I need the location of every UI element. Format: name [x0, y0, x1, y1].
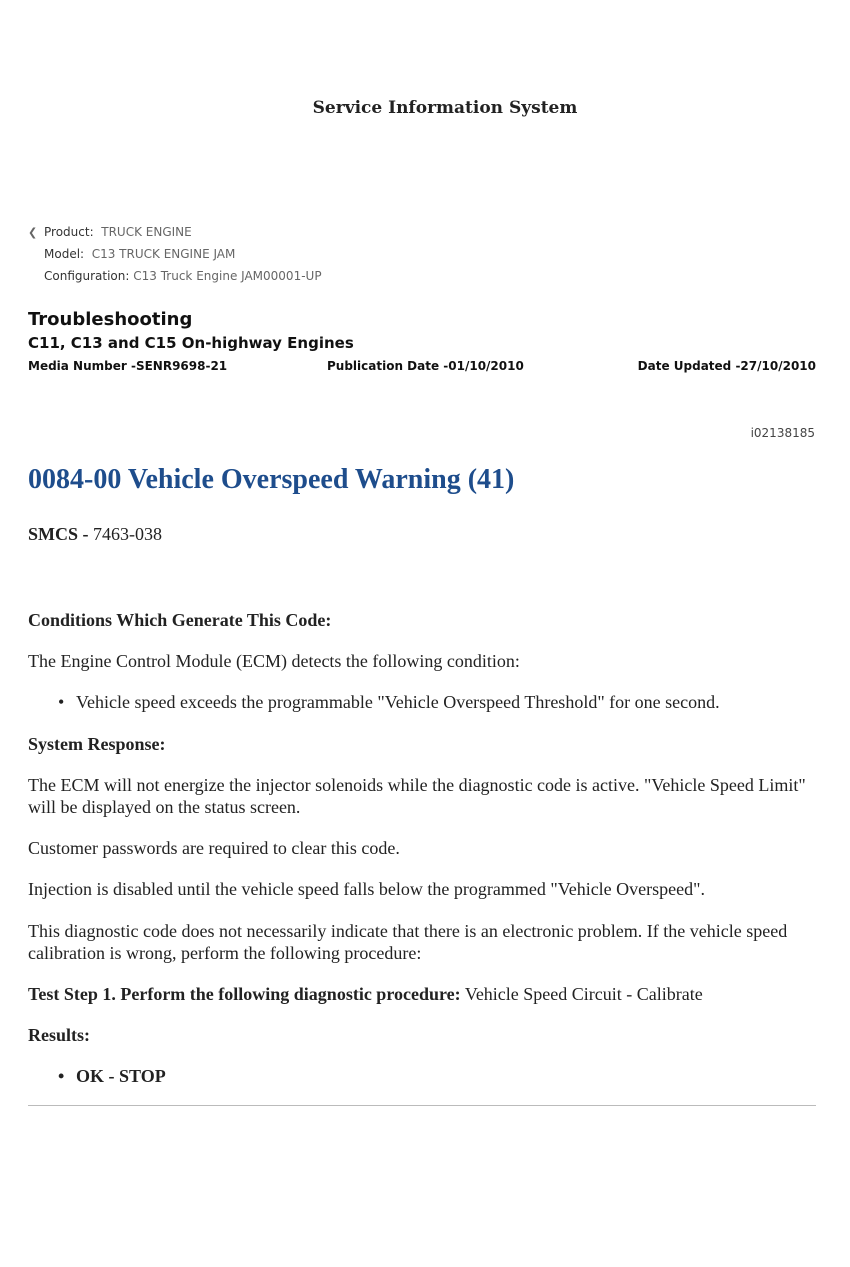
document-type: Troubleshooting — [28, 309, 193, 330]
results-heading: Results: — [28, 1025, 90, 1045]
conditions-intro: The Engine Control Module (ECM) detects the following condition: — [28, 651, 520, 671]
test-step-procedure-link[interactable]: Vehicle Speed Circuit - Calibrate — [460, 984, 703, 1004]
model-value: C13 TRUCK ENGINE JAM — [91, 247, 236, 261]
document-id: i02138185 — [750, 426, 815, 440]
model-label: Model: — [44, 247, 85, 261]
smcs-line — [28, 523, 818, 545]
conditions-heading: Conditions Which Generate This Code: — [28, 610, 332, 630]
publication-date: Publication Date -01/10/2010 — [327, 359, 524, 373]
response-paragraph-1: The ECM will not energize the injector solenoids while the diagnostic code is active. "Vehicle Speed Limit" will be displayed on the status screen. — [28, 775, 806, 817]
configuration-row — [28, 268, 322, 290]
product-value: TRUCK ENGINE — [101, 225, 192, 239]
product-row — [28, 224, 322, 246]
page-title: 0084-00 Vehicle Overspeed Warning (41) — [28, 464, 515, 495]
product-meta — [28, 224, 322, 290]
smcs-label: SMCS - — [28, 524, 94, 544]
smcs-value: 7463-038 — [93, 524, 163, 544]
response-paragraph-2: Customer passwords are required to clear this code. — [28, 838, 400, 858]
test-step-line — [28, 983, 818, 1005]
results-bullet-text: OK - STOP — [76, 1066, 166, 1086]
system-title: Service Information System — [312, 98, 578, 118]
bullet-icon: • — [58, 1066, 65, 1086]
response-paragraph-3: Injection is disabled until the vehicle speed falls below the programmed "Vehicle Overspeed". — [28, 879, 705, 899]
configuration-label: Configuration: — [44, 269, 130, 283]
model-row — [28, 246, 322, 268]
response-heading: System Response: — [28, 734, 166, 754]
date-updated: Date Updated -27/10/2010 — [637, 359, 816, 373]
results-list-item — [58, 1065, 818, 1087]
conditions-list-item — [58, 691, 818, 713]
footer-divider — [28, 1105, 816, 1106]
document-subtitle: C11, C13 and C15 On-highway Engines — [28, 334, 354, 352]
response-paragraph-4: This diagnostic code does not necessarily indicate that there is an electronic problem. If the vehicle speed calibration is wrong, perform the following procedure: — [28, 921, 788, 963]
conditions-bullet-text: Vehicle speed exceeds the programmable "Vehicle Overspeed Threshold" for one second. — [76, 692, 720, 712]
configuration-value: C13 Truck Engine JAM00001-UP — [133, 269, 322, 283]
test-step-label: Test Step 1. Perform the following diagnostic procedure: — [28, 984, 461, 1004]
bullet-icon: • — [58, 692, 65, 712]
media-number: Media Number -SENR9698-21 — [28, 359, 228, 373]
back-arrow-icon[interactable]: ❮ — [28, 226, 38, 239]
product-label: Product: — [44, 225, 94, 239]
